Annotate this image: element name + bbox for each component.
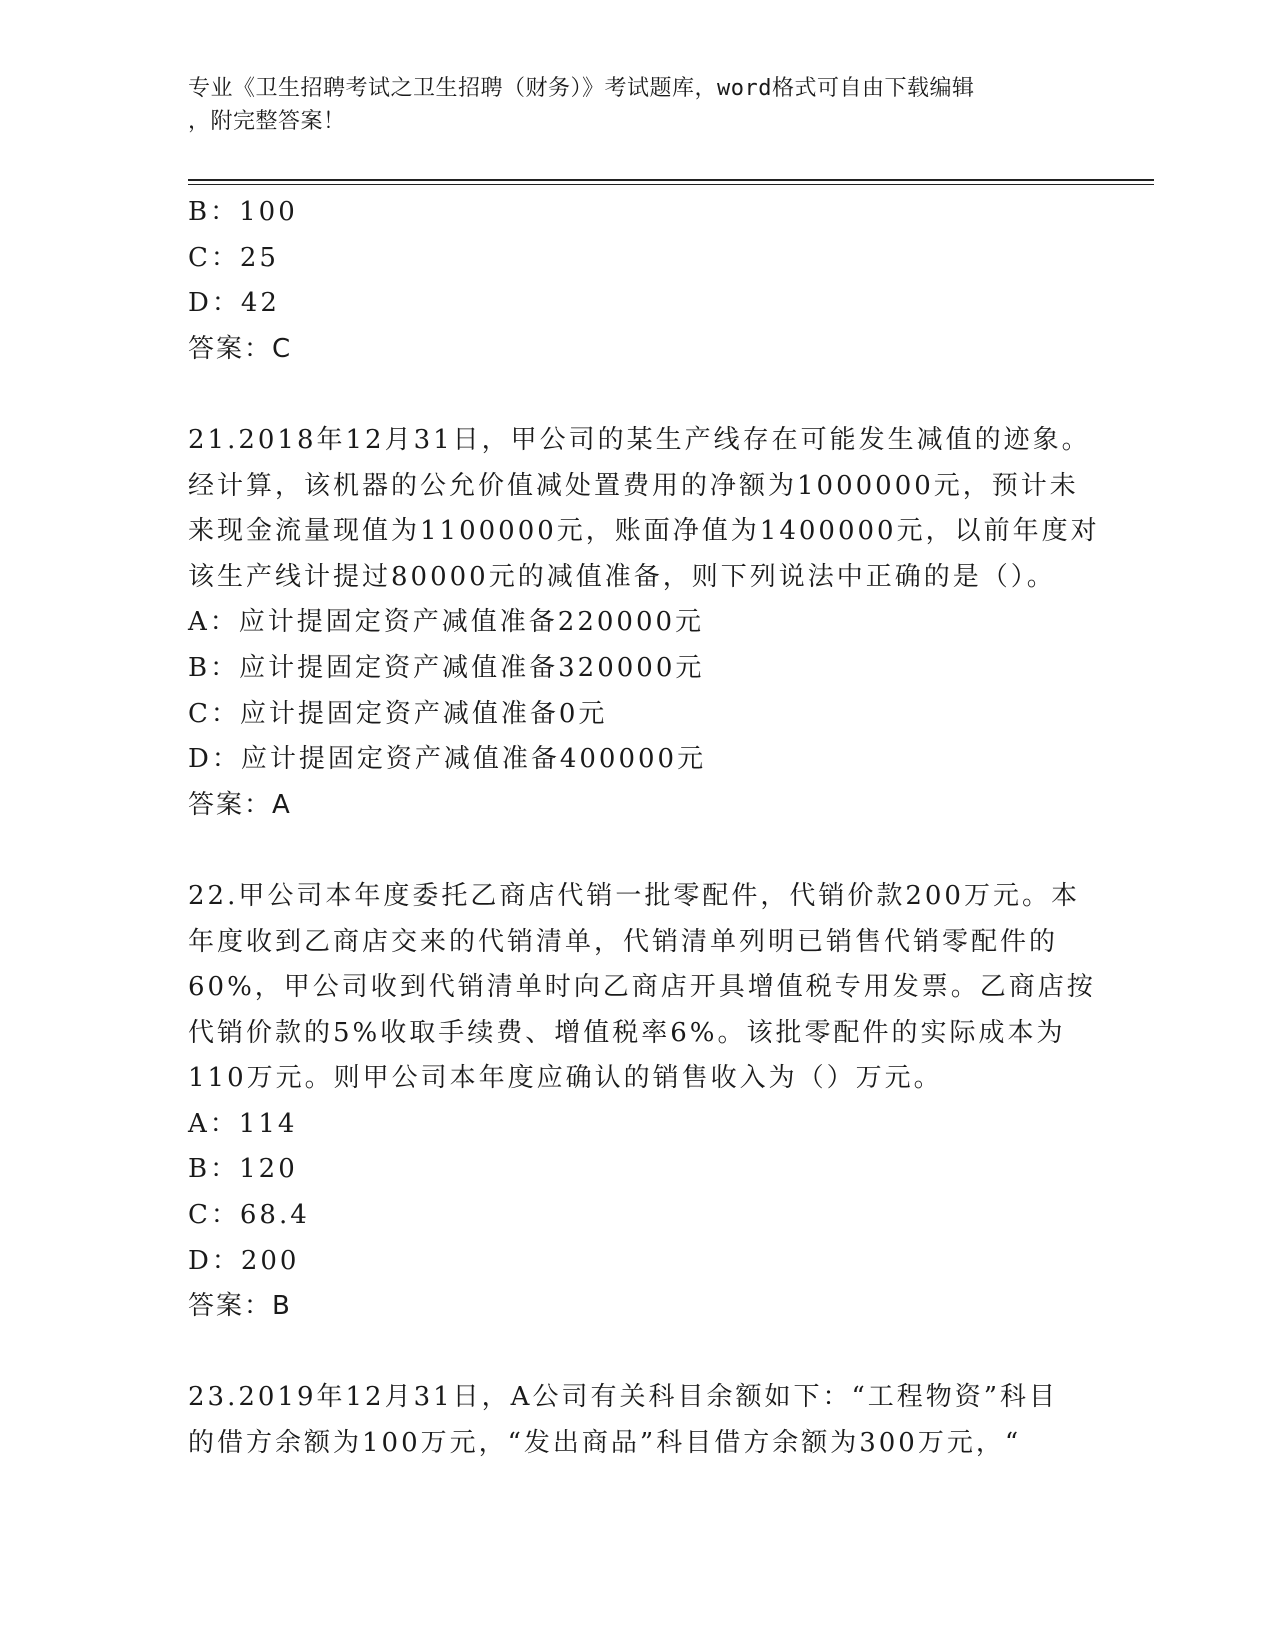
- option-c: C：68.4: [188, 1200, 310, 1231]
- prev-question: [188, 190, 1088, 372]
- question-text-line: 22.甲公司本年度委托乙商店代销一批零配件，代销价款200万元。本: [188, 880, 1080, 911]
- option-b: B：应计提固定资产减值准备320000元: [188, 652, 705, 683]
- option-d: D：42: [188, 288, 280, 319]
- spacer: [188, 828, 1088, 874]
- question-23: [188, 1375, 1088, 1466]
- spacer: [188, 372, 1088, 418]
- document-body: [188, 190, 1100, 1467]
- option-b: B：100: [188, 197, 298, 227]
- option-d: D：应计提固定资产减值准备400000元: [188, 744, 707, 775]
- question-text-line: 60%，甲公司收到代销清单时向乙商店开具增值税专用发票。乙商店按: [188, 972, 1096, 1003]
- option-c: C：25: [188, 242, 279, 273]
- question-22: [188, 874, 1096, 1330]
- header-line-2: ，附完整答案！: [188, 109, 346, 134]
- question-21: [188, 418, 1100, 828]
- answer-line: 答案：C: [188, 333, 293, 364]
- option-a: A：应计提固定资产减值准备220000元: [188, 607, 705, 638]
- answer-line: 答案：A: [188, 789, 292, 820]
- option-d: D：200: [188, 1245, 300, 1276]
- question-text-line: 年度收到乙商店交来的代销清单，代销清单列明已销售代销零配件的: [188, 926, 1059, 957]
- page-header: [188, 72, 1068, 138]
- header-divider-thick: [188, 179, 1154, 181]
- spacer: [188, 1330, 1088, 1376]
- question-text-line: 来现金流量现值为1100000元，账面净值为1400000元，以前年度对: [188, 516, 1100, 547]
- answer-line: 答案：B: [188, 1291, 292, 1322]
- option-a: A：114: [188, 1108, 298, 1139]
- question-text-line: 21.2018年12月31日，甲公司的某生产线存在可能发生减值的迹象。: [188, 424, 1091, 455]
- question-text-line: 该生产线计提过80000元的减值准备，则下列说法中正确的是（）。: [188, 561, 1056, 592]
- question-text-line: 代销价款的5%收取手续费、增值税率6%。该批零配件的实际成本为: [188, 1017, 1066, 1048]
- question-text-line: 的借方余额为100万元，“发出商品”科目借方余额为300万元，“: [188, 1428, 1022, 1459]
- question-text-line: 110万元。则甲公司本年度应确认的销售收入为（）万元。: [188, 1063, 943, 1094]
- option-b: B：120: [188, 1154, 298, 1185]
- question-text-line: 经计算，该机器的公允价值减处置费用的净额为1000000元，预计未: [188, 470, 1079, 501]
- option-c: C：应计提固定资产减值准备0元: [188, 698, 608, 729]
- header-line-1: 专业《卫生招聘考试之卫生招聘（财务）》考试题库，word格式可自由下载编辑: [188, 76, 975, 101]
- question-text-line: 23.2019年12月31日，A公司有关科目余额如下：“工程物资”科目: [188, 1382, 1059, 1413]
- header-divider-thin: [188, 184, 1154, 185]
